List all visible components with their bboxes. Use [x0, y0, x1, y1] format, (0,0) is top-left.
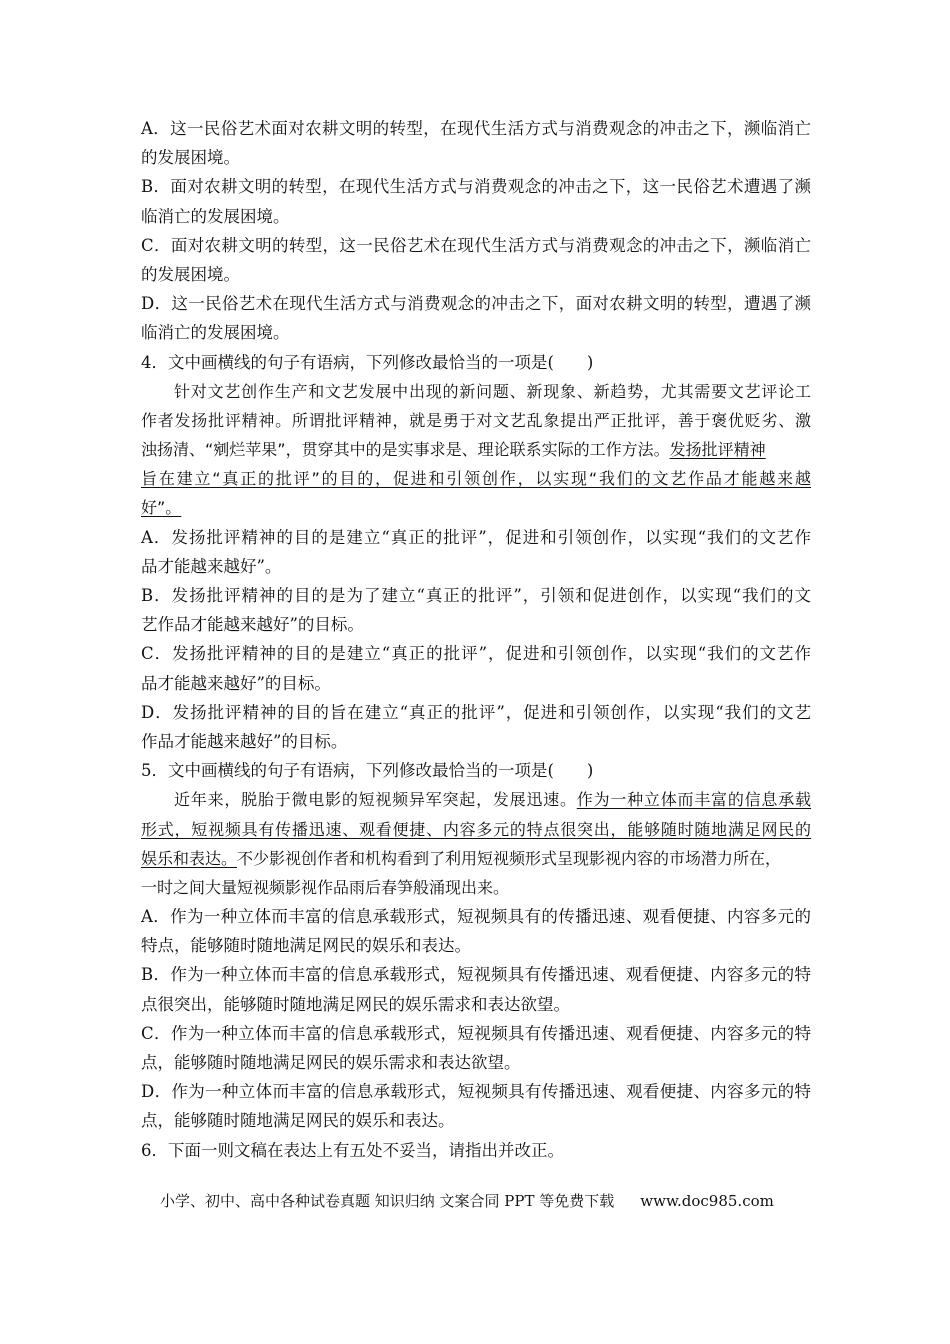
underlined-sentence: 旨在建立“真正的批评”的目的，促进和引领创作，以实现“我们的文艺作品才能越来越: [141, 469, 811, 489]
q4-option-a: [141, 523, 811, 581]
option-line: 点很突出，能够随时随地满足网民的娱乐需求和表达欲望。: [141, 994, 570, 1014]
q4-question: 4．文中画横线的句子有语病，下列修改最恰当的一项是( ): [141, 352, 594, 372]
option-line: D．这一民俗艺术在现代生活方式与消费观念的冲击之下，面对农耕文明的转型，遭遇了濒: [141, 294, 811, 314]
option-line: A．发扬批评精神的目的是建立“真正的批评”，促进和引领创作，以实现“我们的文艺作: [141, 527, 811, 547]
option-line: 点，能够随时随地满足网民的娱乐需求和表达欲望。: [141, 1053, 521, 1072]
q4-option-d: [141, 698, 811, 756]
option-line: 的发展困境。: [141, 264, 240, 284]
option-line: D．发扬批评精神的目的旨在建立“真正的批评”，促进和引领创作，以实现“我们的文艺: [141, 702, 811, 722]
q4-option-b: [141, 581, 811, 639]
document-page: [141, 114, 811, 1165]
option-line: C．作为一种立体而丰富的信息承载形式，短视频具有传播迅速、观看便捷、内容多元的特: [141, 1023, 811, 1043]
passage-line: [141, 844, 811, 873]
passage-line: 一时之间大量短视频影视作品雨后春笋般涌现出来。: [141, 877, 510, 897]
underlined-sentence: 娱乐和表达。: [141, 848, 238, 868]
q5-option-b: [141, 960, 811, 1018]
q5-option-a: [141, 902, 811, 960]
underlined-sentence: 好”。: [141, 498, 182, 518]
option-line: C．面对农耕文明的转型，这一民俗艺术在现代生活方式与消费观念的冲击之下，濒临消亡: [141, 235, 811, 255]
passage-line: [141, 785, 811, 814]
option-line: 品才能越来越好”的目标。: [141, 673, 331, 693]
q5-passage: [141, 785, 811, 902]
passage-line: 作者发扬批评精神。所谓批评精神，就是勇于对文艺乱象提出严正批评，善于褒优贬劣、激: [141, 410, 811, 430]
underlined-sentence: 发扬批评精神: [669, 440, 766, 460]
q3-option-d: [141, 289, 811, 347]
passage-line: [141, 815, 811, 844]
option-line: 临消亡的发展困境。: [141, 206, 290, 226]
q3-option-b: [141, 172, 811, 230]
option-line: A．这一民俗艺术面对农耕文明的转型，在现代生活方式与消费观念的冲击之下，濒临消亡: [141, 119, 811, 138]
q5-question: 5．文中画横线的句子有语病，下列修改最恰当的一项是( ): [141, 761, 594, 781]
option-line: 点，能够随时随地满足网民的娱乐和表达。: [141, 1111, 455, 1131]
passage-line: [141, 435, 811, 464]
option-line: D．作为一种立体而丰富的信息承载形式，短视频具有传播迅速、观看便捷、内容多元的特: [141, 1082, 811, 1102]
passage-text: 不少影视创作者和机构看到了利用短视频形式呈现影视内容的市场潜力所在，: [237, 848, 782, 868]
option-line: B．面对农耕文明的转型，在现代生活方式与消费观念的冲击之下，这一民俗艺术遭遇了濒: [141, 177, 811, 197]
option-line: C．发扬批评精神的目的是建立“真正的批评”，促进和引领创作，以实现“我们的文艺作: [141, 644, 811, 664]
footer-text: 小学、初中、高中各种试卷真题 知识归纳 文案合同 PPT 等免费下载: [160, 1192, 615, 1210]
option-line: 特点，能够随时随地满足网民的娱乐和表达。: [141, 936, 471, 956]
q4-passage: [141, 377, 811, 523]
footer-site-link[interactable]: www.doc985.com: [640, 1192, 774, 1210]
option-line: 艺作品才能越来越好”的目标。: [141, 615, 364, 635]
passage-text: 浊扬清、“剜烂苹果”，贯穿其中的是实事求是、理论联系实际的工作方法。: [141, 440, 670, 460]
option-line: 品才能越来越好”。: [141, 556, 282, 576]
passage-line: [141, 493, 811, 522]
option-line: B．发扬批评精神的目的是为了建立“真正的批评”，引领和促进创作，以实现“我们的文: [141, 586, 811, 605]
option-line: A．作为一种立体而丰富的信息承载形式，短视频具有的传播迅速、观看便捷、内容多元的: [141, 907, 811, 927]
passage-text: 近年来，脱胎于微电影的短视频异军突起，发展迅速。: [174, 790, 577, 810]
q5-option-c: [141, 1019, 811, 1077]
q5-option-d: [141, 1077, 811, 1135]
passage-line: [141, 464, 811, 493]
q4-option-c: [141, 639, 811, 697]
passage-line: 针对文艺创作生产和文艺发展中出现的新问题、新现象、新趋势，尤其需要文艺评论工: [174, 381, 811, 401]
q6-question: 6．下面一则文稿在表达上有五处不妥当，请指出并改正。: [141, 1140, 564, 1160]
option-line: 作品才能越来越好”的目标。: [141, 731, 348, 751]
option-line: B．作为一种立体而丰富的信息承载形式，短视频具有传播迅速、观看便捷、内容多元的特: [141, 965, 811, 985]
option-line: 的发展困境。: [141, 148, 240, 168]
q3-option-c: [141, 231, 811, 289]
page-footer: [160, 1190, 800, 1211]
underlined-sentence: 作为一种立体而丰富的信息承载: [576, 790, 811, 810]
option-line: 临消亡的发展困境。: [141, 323, 290, 343]
q3-option-a: [141, 114, 811, 172]
underlined-sentence: 形式，短视频具有传播迅速、观看便捷、内容多元的特点很突出，能够随时随地满足网民的: [141, 819, 811, 839]
